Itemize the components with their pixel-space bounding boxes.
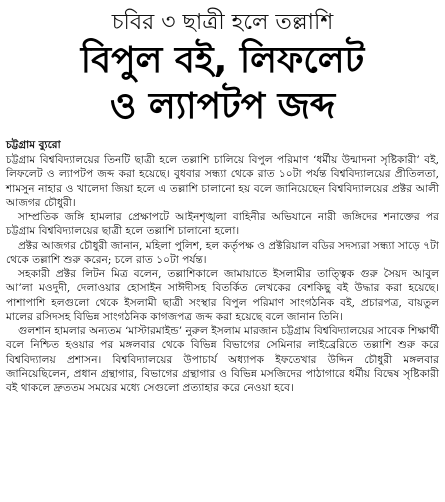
headline-block — [0, 8, 445, 130]
headline-line-2: ও ল্যাপটপ জব্দ — [109, 86, 336, 127]
dateline: চট্টগ্রাম ব্যুরো — [6, 139, 61, 151]
article-paragraph: সাম্প্রতিক জঙ্গি হামলার প্রেক্ষাপটে আইনশৃঙ্খলা বাহিনীর অভিযানে নারী জঙ্গিদের শনাক্তের পর চট্টগ্রাম বিশ্ববিদ্যালয়ের ছাত্রী হলে তল্লাশি চালানো হলো। — [6, 211, 439, 238]
article-body — [6, 138, 439, 395]
article-paragraph: চট্টগ্রাম বিশ্ববিদ্যালয়ের তিনটি ছাত্রী হলে তল্লাশি চালিয়ে বিপুল পরিমাণ ‘ধর্মীয় উন্মাদনা সৃষ্টিকারী’ বই, লিফলেট ও ল্যাপটপ জব্দ করা হয়েছে। বুধবার সন্ধ্যা থেকে রাত ১০টা পর্যন্ত বিশ্ববিদ্যালয়ের প্রীতিলতা, শামসুন নাহার ও খালেদা জিয়া হলে এ তল্লাশি চালানো হয় বলে জানিয়েছেন বিশ্ববিদ্যালয়ের প্রক্টর আলী আজগর চৌধুরী। — [6, 154, 439, 209]
article-paragraph: প্রক্টর আজগর চৌধুরী জানান, মহিলা পুলিশ, হল কর্তৃপক্ষ ও প্রক্টরিয়াল বডির সদস্যরা সন্ধ্যা সাড়ে ৭টা থেকে তল্লাশি শুরু করেন; চলে রাত ১০টা পর্যন্ত। — [6, 239, 439, 266]
headline-line-1: বিপুল বই, লিফলেট — [80, 40, 365, 81]
article-paragraph: সহকারী প্রক্টর লিটন মিত্র বলেন, তল্লাশিকালে জামায়াতে ইসলামীর তাত্ত্বিক গুরু সৈয়দ আবুল আ’লা মওদুদী, দেলাওয়ার হোসাইন সাঈদীসহ বিতর্কিত লেখকের বেশকিছু বই উদ্ধার করা হয়েছে। পাশাপাশি হলগুলো থেকে ইসলামী ছাত্রী সংস্থার বিপুল পরিমাণ সাংগঠনিক বই, প্রচারপত্র, বায়তুল মালের রসিদসহ বিভিন্ন সাংগঠনিক কাগজপত্র জব্দ করা হয়েছে বলে জানান তিনি। — [6, 268, 439, 323]
kicker: চবির ৩ ছাত্রী হলে তল্লাশি — [111, 10, 334, 35]
article-paragraph: গুলশান হামলার অন্যতম ‘মাস্টারমাইন্ড’ নুরুল ইসলাম মারজান চট্টগ্রাম বিশ্ববিদ্যালয়ের সাবেক শিক্ষার্থী বলে নিশ্চিত হওয়ার পর মঙ্গলবার থেকে বিভিন্ন বিভাগের সেমিনার লাইব্রেরিতে তল্লাশি শুরু করে বিশ্ববিদ্যালয় প্রশাসন। বিশ্ববিদ্যালয়ের উপাচার্য অধ্যাপক ইফতেখার উদ্দিন চৌধুরী মঙ্গলবার জানিয়েছিলেন, প্রধান গ্রন্থাগার, বিভাগের গ্রন্থাগার ও বিভিন্ন মসজিদের পাঠাগারে ধর্মীয় বিদ্বেষ সৃষ্টিকারী বই থাকলে দ্রুততম সময়ের মধ্যে সেগুলো প্রত্যাহার করে নেওয়া হবে। — [6, 325, 439, 394]
